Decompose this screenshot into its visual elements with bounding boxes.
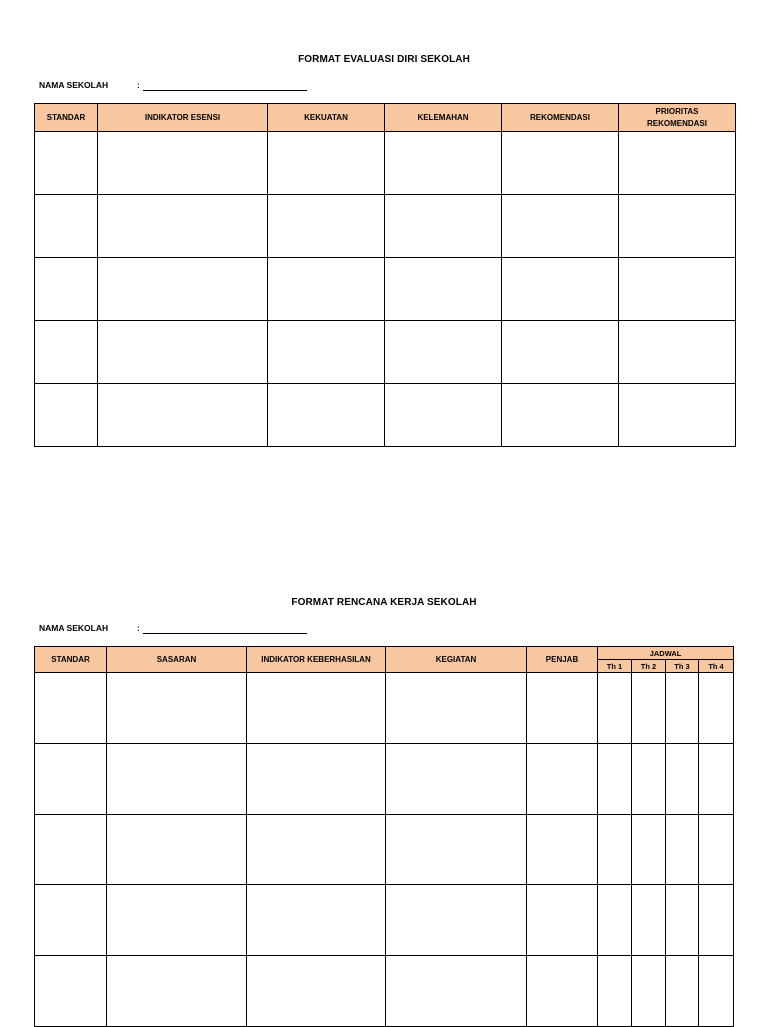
header-indikator-keberhasilan: INDIKATOR KEBERHASILAN: [247, 647, 386, 673]
rencana-header-row: [35, 647, 734, 660]
table-cell[interactable]: [699, 956, 734, 1027]
table-cell[interactable]: [268, 258, 385, 321]
table-cell[interactable]: [107, 673, 247, 744]
table-cell[interactable]: [502, 258, 619, 321]
table-cell[interactable]: [247, 815, 386, 885]
table-cell[interactable]: [666, 673, 699, 744]
nama-sekolah-blank-line: [143, 633, 307, 634]
table-cell[interactable]: [527, 815, 598, 885]
table-cell[interactable]: [619, 258, 736, 321]
table-cell[interactable]: [666, 956, 699, 1027]
table-cell[interactable]: [502, 195, 619, 258]
table-row: [35, 815, 734, 885]
table-cell[interactable]: [666, 744, 699, 815]
table-cell[interactable]: [699, 673, 734, 744]
table-cell[interactable]: [35, 132, 98, 195]
header-sasaran: SASARAN: [107, 647, 247, 673]
table-cell[interactable]: [619, 384, 736, 447]
table-cell[interactable]: [385, 195, 502, 258]
header-kelemahan: KELEMAHAN: [385, 104, 502, 132]
table-cell[interactable]: [247, 885, 386, 956]
header-jadwal: JADWAL: [598, 647, 734, 660]
table-cell[interactable]: [386, 956, 527, 1027]
table-cell[interactable]: [107, 885, 247, 956]
table-cell[interactable]: [98, 195, 268, 258]
table-cell[interactable]: [247, 744, 386, 815]
nama-sekolah-colon: :: [137, 623, 140, 633]
header-th-4: Th 4: [699, 660, 734, 673]
table-cell[interactable]: [35, 673, 107, 744]
nama-sekolah-colon: :: [137, 80, 140, 90]
rencana-title: FORMAT RENCANA KERJA SEKOLAH: [291, 597, 477, 608]
table-row: [35, 258, 736, 321]
table-cell[interactable]: [268, 132, 385, 195]
table-row: [35, 956, 734, 1027]
table-cell[interactable]: [666, 815, 699, 885]
table-cell[interactable]: [107, 815, 247, 885]
table-cell[interactable]: [385, 258, 502, 321]
table-cell[interactable]: [619, 321, 736, 384]
table-cell[interactable]: [268, 321, 385, 384]
table-cell[interactable]: [598, 956, 632, 1027]
table-cell[interactable]: [527, 885, 598, 956]
header-th-3: Th 3: [666, 660, 699, 673]
table-cell[interactable]: [632, 744, 666, 815]
table-cell[interactable]: [35, 956, 107, 1027]
header-kekuatan: KEKUATAN: [268, 104, 385, 132]
evaluasi-title: FORMAT EVALUASI DIRI SEKOLAH: [298, 54, 470, 65]
header-penjab: PENJAB: [527, 647, 598, 673]
header-th-1: Th 1: [598, 660, 632, 673]
table-cell[interactable]: [598, 815, 632, 885]
table-cell[interactable]: [35, 384, 98, 447]
table-cell[interactable]: [699, 885, 734, 956]
header-standar: STANDAR: [35, 647, 107, 673]
table-cell[interactable]: [527, 956, 598, 1027]
table-cell[interactable]: [386, 885, 527, 956]
table-row: [35, 744, 734, 815]
table-cell[interactable]: [107, 956, 247, 1027]
header-standar: STANDAR: [35, 104, 98, 132]
table-cell[interactable]: [666, 885, 699, 956]
table-row: [35, 321, 736, 384]
table-cell[interactable]: [598, 673, 632, 744]
table-cell[interactable]: [527, 673, 598, 744]
table-row: [35, 885, 734, 956]
evaluasi-table: [34, 103, 736, 447]
table-row: [35, 673, 734, 744]
evaluasi-header-row: [35, 104, 736, 132]
table-cell[interactable]: [35, 195, 98, 258]
table-row: [35, 384, 736, 447]
header-indikator-esensi: INDIKATOR ESENSI: [98, 104, 268, 132]
table-cell[interactable]: [98, 321, 268, 384]
table-cell[interactable]: [98, 132, 268, 195]
table-cell[interactable]: [98, 258, 268, 321]
table-cell[interactable]: [107, 744, 247, 815]
table-cell[interactable]: [385, 321, 502, 384]
nama-sekolah-label: NAMA SEKOLAH: [39, 80, 109, 90]
table-row: [35, 132, 736, 195]
table-cell[interactable]: [247, 673, 386, 744]
header-kegiatan: KEGIATAN: [386, 647, 527, 673]
table-cell[interactable]: [619, 132, 736, 195]
table-cell[interactable]: [35, 885, 107, 956]
table-cell[interactable]: [632, 815, 666, 885]
table-cell[interactable]: [247, 956, 386, 1027]
table-cell[interactable]: [35, 744, 107, 815]
table-row: [35, 195, 736, 258]
table-cell[interactable]: [268, 384, 385, 447]
table-cell[interactable]: [598, 885, 632, 956]
header-th-2: Th 2: [632, 660, 666, 673]
table-cell[interactable]: [632, 673, 666, 744]
table-cell[interactable]: [385, 384, 502, 447]
table-cell[interactable]: [502, 384, 619, 447]
table-cell[interactable]: [632, 956, 666, 1027]
table-cell[interactable]: [386, 673, 527, 744]
table-cell[interactable]: [502, 321, 619, 384]
table-cell[interactable]: [619, 195, 736, 258]
header-prioritas-rekomendasi: PRIORITAS REKOMENDASI: [619, 104, 736, 132]
table-cell[interactable]: [35, 815, 107, 885]
table-cell[interactable]: [699, 815, 734, 885]
rencana-table: [34, 646, 734, 1027]
table-cell[interactable]: [598, 744, 632, 815]
table-cell[interactable]: [268, 195, 385, 258]
table-cell[interactable]: [699, 744, 734, 815]
table-cell[interactable]: [502, 132, 619, 195]
table-cell[interactable]: [632, 885, 666, 956]
nama-sekolah-blank-line: [143, 90, 307, 91]
table-cell[interactable]: [386, 744, 527, 815]
table-cell[interactable]: [385, 132, 502, 195]
table-cell[interactable]: [35, 321, 98, 384]
table-cell[interactable]: [386, 815, 527, 885]
table-cell[interactable]: [527, 744, 598, 815]
table-cell[interactable]: [35, 258, 98, 321]
nama-sekolah-label: NAMA SEKOLAH: [39, 623, 109, 633]
table-cell[interactable]: [98, 384, 268, 447]
header-rekomendasi: REKOMENDASI: [502, 104, 619, 132]
